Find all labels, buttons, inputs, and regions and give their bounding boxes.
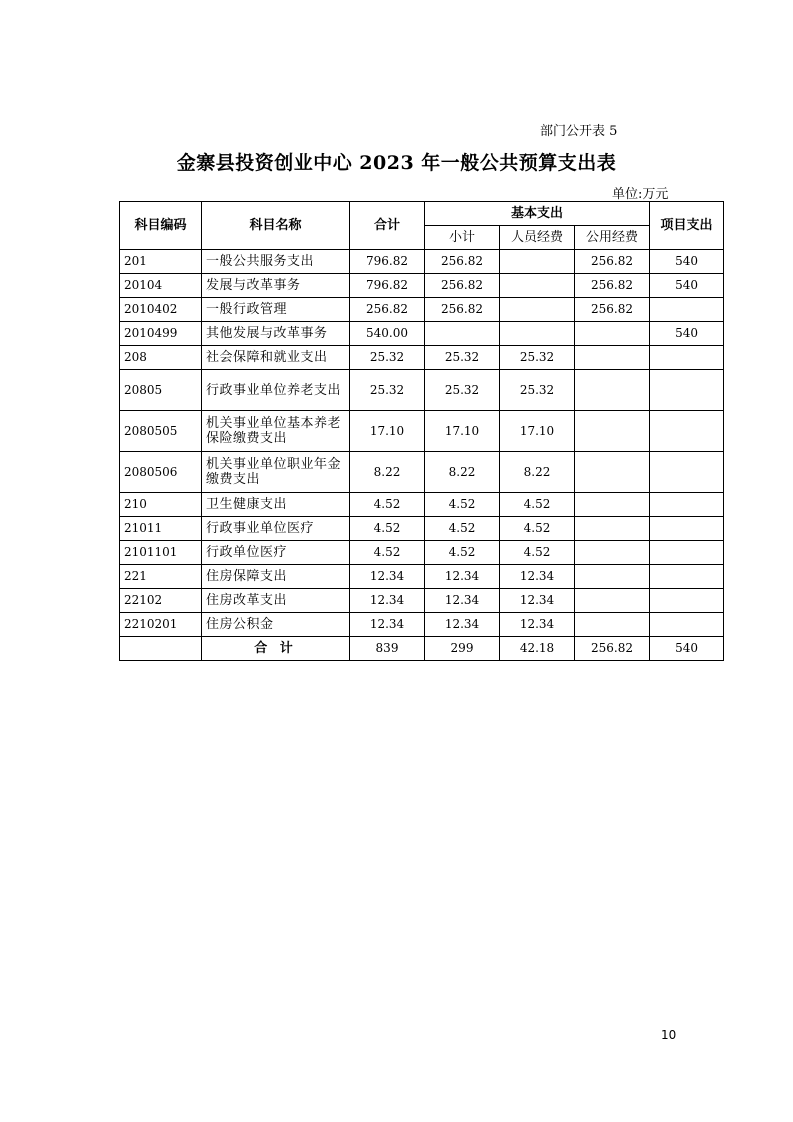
row-total: 12.34 — [350, 589, 425, 613]
row-public: 256.82 — [575, 274, 650, 298]
row-name: 其他发展与改革事务 — [202, 322, 350, 346]
row-total: 4.52 — [350, 541, 425, 565]
row-total: 17.10 — [350, 411, 425, 452]
row-code: 221 — [120, 565, 202, 589]
header-subtotal: 小计 — [425, 226, 500, 250]
form-number: 部门公开表 5 — [540, 124, 618, 139]
unit-label: 单位:万元 — [612, 187, 669, 202]
row-subtotal: 4.52 — [425, 541, 500, 565]
table-row — [120, 322, 724, 346]
row-personnel: 4.52 — [500, 541, 575, 565]
row-project — [650, 411, 724, 452]
row-subtotal: 12.34 — [425, 589, 500, 613]
row-code: 22102 — [120, 589, 202, 613]
row-personnel: 17.10 — [500, 411, 575, 452]
totals-row — [120, 637, 724, 661]
table-row — [120, 493, 724, 517]
header-name: 科目名称 — [202, 202, 350, 250]
table-row — [120, 517, 724, 541]
row-project — [650, 613, 724, 637]
row-public — [575, 322, 650, 346]
row-personnel — [500, 274, 575, 298]
row-public: 256.82 — [575, 298, 650, 322]
row-name: 卫生健康支出 — [202, 493, 350, 517]
row-name: 社会保障和就业支出 — [202, 346, 350, 370]
row-name: 行政单位医疗 — [202, 541, 350, 565]
header-total: 合计 — [350, 202, 425, 250]
row-code: 2101101 — [120, 541, 202, 565]
row-personnel — [500, 322, 575, 346]
row-code: 2080506 — [120, 452, 202, 493]
row-project — [650, 298, 724, 322]
table-row — [120, 452, 724, 493]
row-code: 201 — [120, 250, 202, 274]
row-total: 4.52 — [350, 517, 425, 541]
row-total: 25.32 — [350, 370, 425, 411]
row-subtotal: 12.34 — [425, 565, 500, 589]
row-name: 住房公积金 — [202, 613, 350, 637]
budget-table — [119, 201, 724, 661]
row-code: 20104 — [120, 274, 202, 298]
row-subtotal: 17.10 — [425, 411, 500, 452]
row-code: 2080505 — [120, 411, 202, 452]
table-row — [120, 589, 724, 613]
row-total: 8.22 — [350, 452, 425, 493]
table-row — [120, 565, 724, 589]
row-personnel: 4.52 — [500, 493, 575, 517]
row-personnel: 8.22 — [500, 452, 575, 493]
row-public — [575, 346, 650, 370]
row-personnel — [500, 250, 575, 274]
header-public: 公用经费 — [575, 226, 650, 250]
row-project — [650, 589, 724, 613]
table-row — [120, 346, 724, 370]
row-public — [575, 411, 650, 452]
row-project: 540 — [650, 322, 724, 346]
header-personnel: 人员经费 — [500, 226, 575, 250]
row-personnel: 25.32 — [500, 346, 575, 370]
row-subtotal: 256.82 — [425, 250, 500, 274]
row-name: 发展与改革事务 — [202, 274, 350, 298]
table-row — [120, 370, 724, 411]
row-subtotal: 4.52 — [425, 493, 500, 517]
row-name: 一般行政管理 — [202, 298, 350, 322]
row-public — [575, 493, 650, 517]
row-project — [650, 452, 724, 493]
totals-personnel: 42.18 — [500, 637, 575, 661]
row-personnel — [500, 298, 575, 322]
row-name: 机关事业单位职业年金缴费支出 — [202, 452, 350, 493]
row-public — [575, 517, 650, 541]
header-code: 科目编码 — [120, 202, 202, 250]
table-row — [120, 411, 724, 452]
row-total: 25.32 — [350, 346, 425, 370]
totals-public: 256.82 — [575, 637, 650, 661]
row-total: 540.00 — [350, 322, 425, 346]
page-title: 金寨县投资创业中心 2023 年一般公共预算支出表 — [176, 152, 617, 174]
row-personnel: 12.34 — [500, 565, 575, 589]
row-total: 12.34 — [350, 613, 425, 637]
row-project — [650, 370, 724, 411]
row-code: 2010499 — [120, 322, 202, 346]
row-project — [650, 346, 724, 370]
row-subtotal: 256.82 — [425, 298, 500, 322]
row-public: 256.82 — [575, 250, 650, 274]
row-public — [575, 589, 650, 613]
row-project: 540 — [650, 250, 724, 274]
table-row — [120, 274, 724, 298]
row-subtotal: 256.82 — [425, 274, 500, 298]
row-public — [575, 452, 650, 493]
table-row — [120, 298, 724, 322]
row-total: 796.82 — [350, 274, 425, 298]
totals-subtotal: 299 — [425, 637, 500, 661]
totals-label: 合 计 — [202, 637, 350, 661]
row-subtotal: 8.22 — [425, 452, 500, 493]
row-code: 210 — [120, 493, 202, 517]
header-basic-expenditure: 基本支出 — [425, 202, 650, 226]
row-name: 住房改革支出 — [202, 589, 350, 613]
row-project — [650, 541, 724, 565]
row-project — [650, 517, 724, 541]
table-row — [120, 541, 724, 565]
row-total: 796.82 — [350, 250, 425, 274]
page-number: 10 — [661, 1028, 677, 1042]
row-total: 12.34 — [350, 565, 425, 589]
row-project: 540 — [650, 274, 724, 298]
row-personnel: 25.32 — [500, 370, 575, 411]
row-code: 21011 — [120, 517, 202, 541]
row-subtotal — [425, 322, 500, 346]
row-total: 256.82 — [350, 298, 425, 322]
row-name: 行政事业单位医疗 — [202, 517, 350, 541]
row-name: 行政事业单位养老支出 — [202, 370, 350, 411]
row-personnel: 12.34 — [500, 589, 575, 613]
row-code: 20805 — [120, 370, 202, 411]
row-subtotal: 25.32 — [425, 346, 500, 370]
table-row — [120, 613, 724, 637]
row-subtotal: 4.52 — [425, 517, 500, 541]
totals-code-empty — [120, 637, 202, 661]
row-personnel: 12.34 — [500, 613, 575, 637]
row-name: 一般公共服务支出 — [202, 250, 350, 274]
row-code: 208 — [120, 346, 202, 370]
row-name: 机关事业单位基本养老保险缴费支出 — [202, 411, 350, 452]
row-subtotal: 12.34 — [425, 613, 500, 637]
header-project: 项目支出 — [650, 202, 724, 250]
row-code: 2010402 — [120, 298, 202, 322]
row-public — [575, 370, 650, 411]
table-row — [120, 250, 724, 274]
row-subtotal: 25.32 — [425, 370, 500, 411]
row-code: 2210201 — [120, 613, 202, 637]
row-project — [650, 565, 724, 589]
totals-total: 839 — [350, 637, 425, 661]
row-total: 4.52 — [350, 493, 425, 517]
row-public — [575, 541, 650, 565]
row-public — [575, 613, 650, 637]
totals-project: 540 — [650, 637, 724, 661]
row-project — [650, 493, 724, 517]
row-personnel: 4.52 — [500, 517, 575, 541]
row-public — [575, 565, 650, 589]
row-name: 住房保障支出 — [202, 565, 350, 589]
